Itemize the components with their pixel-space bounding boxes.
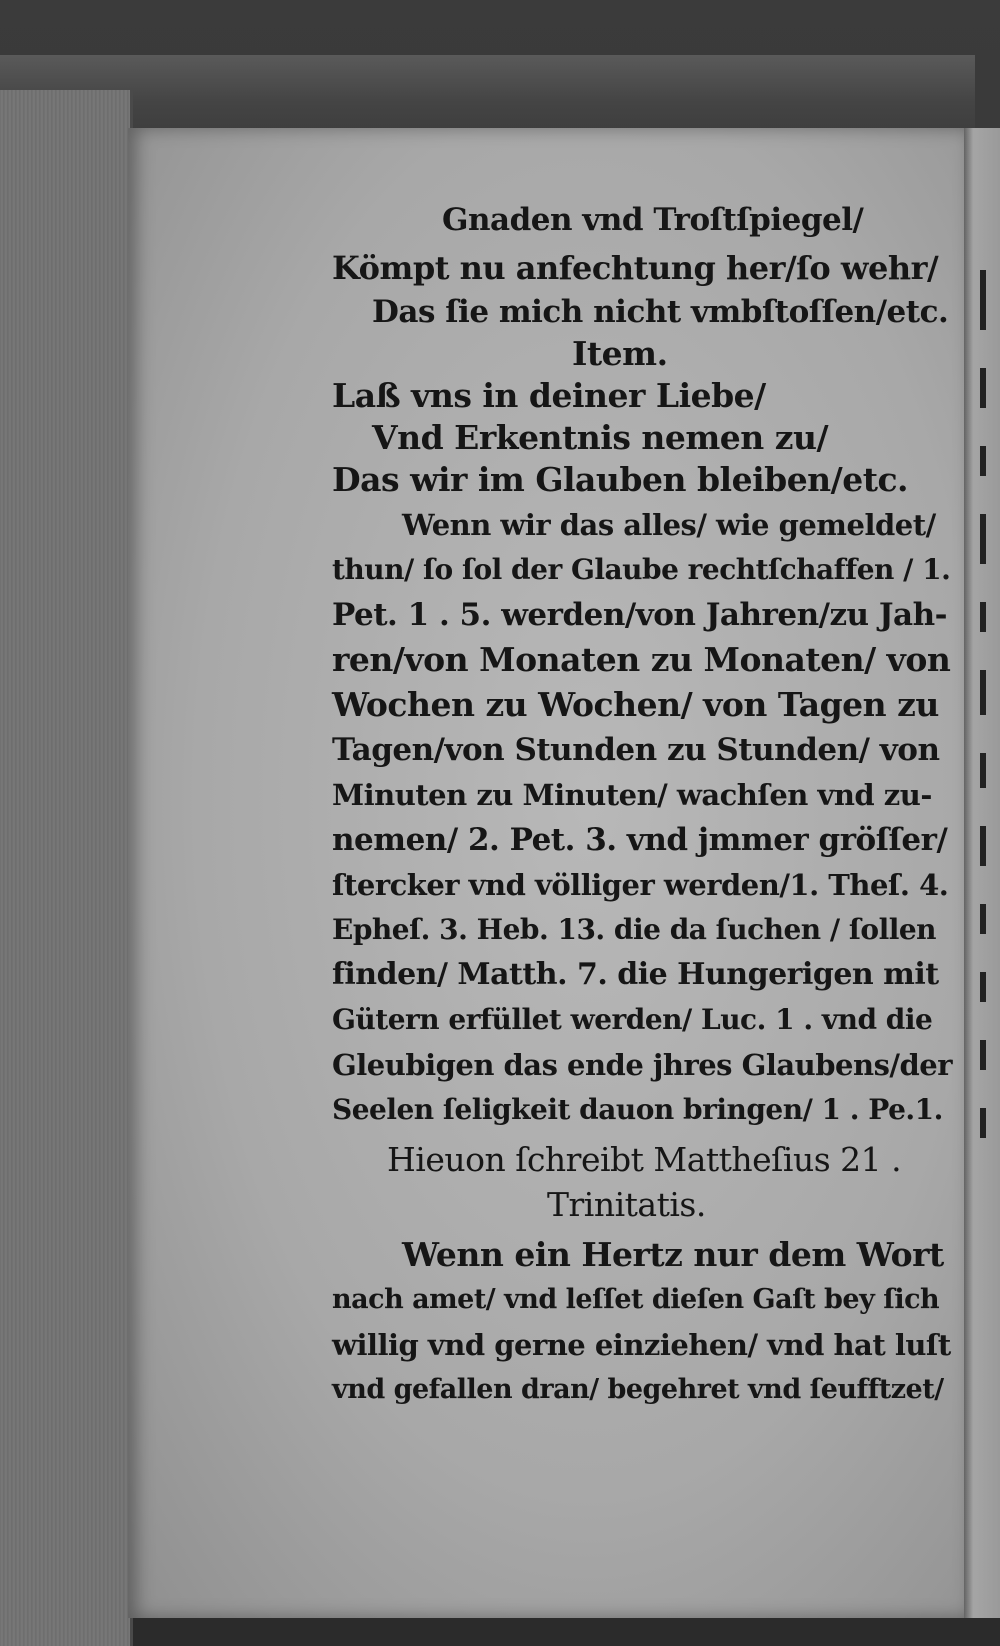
verse-line: Kömpt nu anfechtung her/ſo wehr/: [332, 249, 939, 287]
paragraph-line: Tagen/von Stunden zu Stunden/ von: [332, 732, 940, 768]
paragraph-line: finden/ Matth. 7. die Hungerigen mit: [332, 957, 939, 992]
paragraph-line: willig vnd gerne einziehen/ vnd hat luſt: [332, 1328, 951, 1362]
section-heading: Hieuon ſchreibt Mattheſius 21 .: [387, 1140, 902, 1179]
paragraph-line: Gütern erfüllet werden/ Luc. 1 . vnd die: [332, 1003, 933, 1036]
paragraph-line: nach amet/ vnd leſſet dieſen Gaſt bey ſich: [332, 1284, 940, 1315]
verse-line: Das wir im Glauben bleiben/etc.: [332, 460, 909, 499]
paragraph-line: nemen/ 2. Pet. 3. vnd jmmer gröſſer/: [332, 822, 948, 858]
running-header: Gnaden vnd Troſtſpiegel/: [442, 202, 864, 238]
item-label: Item.: [572, 334, 668, 373]
paragraph-line: Wochen zu Wochen/ von Tagen zu: [332, 685, 939, 724]
paragraph-line: Pet. 1 . 5. werden/von Jahren/zu Jah‑: [332, 597, 948, 633]
paragraph-line: ren/von Monaten zu Monaten/ von: [332, 640, 951, 679]
paragraph-line: Wenn wir das alles/ wie gemeldet/: [402, 508, 936, 542]
paragraph-line: thun/ ſo ſol der Glaube rechtſchaffen / 1.: [332, 553, 951, 586]
book-page-edges: [0, 90, 133, 1646]
paragraph-line: Gleubigen das ende jhres Glaubens/der: [332, 1048, 952, 1082]
paragraph-line: Wenn ein Hertz nur dem Wort: [402, 1235, 944, 1274]
paragraph-line: Seelen ſeligkeit dauon bringen/ 1 . Pe.1.: [332, 1093, 943, 1126]
paragraph-line: Epheſ. 3. Heb. 13. die da ſuchen / ſollen: [332, 913, 937, 946]
verse-line: Laß vns in deiner Liebe/: [332, 376, 766, 415]
paragraph-line: vnd gefallen dran/ begehret vnd ſeufftzet/: [332, 1374, 944, 1405]
paragraph-line: ſtercker vnd völliger werden/1. Theſ. 4.: [332, 868, 949, 902]
paragraph-line: Minuten zu Minuten/ wachſen vnd zu‑: [332, 778, 932, 812]
verse-line: Das ſie mich nicht vmbſtoſſen/etc.: [372, 294, 949, 330]
section-heading: Trinitatis.: [547, 1185, 706, 1224]
verse-line: Vnd Erkentnis nemen zu/: [372, 418, 829, 457]
facing-page-text-fragments: [980, 270, 1000, 1176]
